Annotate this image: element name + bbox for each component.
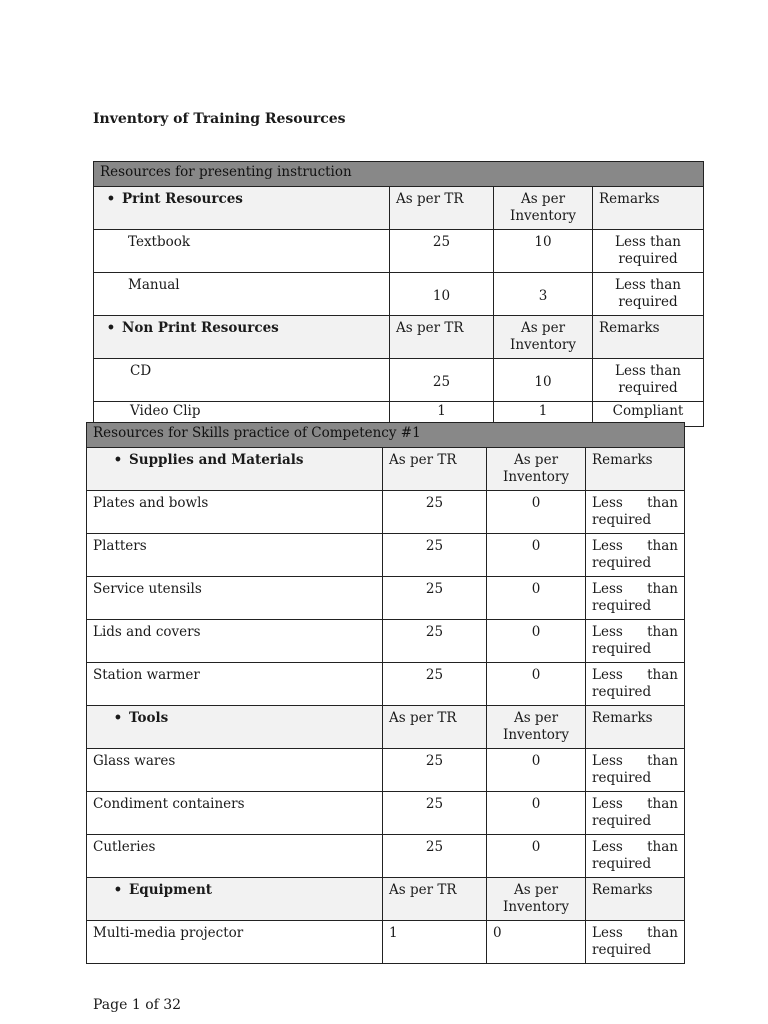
remarks-value: Less than required: [593, 273, 704, 316]
item-name: Glass wares: [87, 749, 383, 792]
table-row: [94, 359, 704, 402]
item-name: Platters: [87, 534, 383, 577]
inventory-quantity: 0: [487, 663, 586, 706]
item-name: Video Clip: [94, 402, 390, 427]
tr-quantity: 25: [383, 835, 487, 878]
remarks-value: Less than required: [586, 792, 685, 835]
section-header: Resources for presenting instruction: [94, 162, 704, 187]
group-heading-supplies-and-materials: • Supplies and Materials: [87, 448, 383, 491]
tr-quantity: 25: [383, 663, 487, 706]
table-row: [87, 663, 685, 706]
item-name: Service utensils: [87, 577, 383, 620]
table-row: [87, 577, 685, 620]
inventory-quantity: 0: [487, 749, 586, 792]
column-header-remarks: Remarks: [586, 878, 685, 921]
table-row: [87, 491, 685, 534]
remarks-value: Less than required: [593, 230, 704, 273]
column-header-as-per-tr: As per TR: [383, 706, 487, 749]
table-row: [87, 749, 685, 792]
remarks-value: Less than required: [586, 835, 685, 878]
item-name: Lids and covers: [87, 620, 383, 663]
tr-quantity: 25: [383, 577, 487, 620]
tr-quantity: 25: [383, 792, 487, 835]
tr-quantity: 25: [383, 620, 487, 663]
remarks-value: Less than required: [586, 620, 685, 663]
column-header-as-per-tr: As per TR: [383, 448, 487, 491]
remarks-value: Less than required: [593, 359, 704, 402]
group-heading-print-resources: • Print Resources: [94, 187, 390, 230]
inventory-quantity: 1: [494, 402, 593, 427]
table-row: [94, 273, 704, 316]
document-title: Inventory of Training Resources: [93, 111, 346, 127]
item-name: Manual: [94, 273, 390, 316]
inventory-quantity: 10: [494, 230, 593, 273]
remarks-value: Less than required: [586, 534, 685, 577]
inventory-quantity: 0: [487, 835, 586, 878]
remarks-value: Less than required: [586, 663, 685, 706]
inventory-quantity: 0: [487, 577, 586, 620]
inventory-quantity: 0: [487, 792, 586, 835]
tr-quantity: 25: [390, 230, 494, 273]
group-heading-equipment: • Equipment: [87, 878, 383, 921]
table-row: [87, 921, 685, 964]
remarks-value: Less than required: [586, 577, 685, 620]
column-header-remarks: Remarks: [586, 706, 685, 749]
item-name: Cutleries: [87, 835, 383, 878]
remarks-value: Less than required: [586, 921, 685, 964]
column-header-as-per-inventory: As per Inventory: [487, 706, 586, 749]
column-header-as-per-tr: As per TR: [390, 316, 494, 359]
item-name: Plates and bowls: [87, 491, 383, 534]
column-header-as-per-tr: As per TR: [383, 878, 487, 921]
remarks-value: Less than required: [586, 749, 685, 792]
column-header-as-per-inventory: As per Inventory: [494, 187, 593, 230]
column-header-as-per-tr: As per TR: [390, 187, 494, 230]
column-header-as-per-inventory: As per Inventory: [487, 448, 586, 491]
inventory-quantity: 0: [487, 620, 586, 663]
item-name: CD: [94, 359, 390, 402]
skills-practice-table: [86, 422, 685, 964]
table-row: [87, 792, 685, 835]
tr-quantity: 25: [390, 359, 494, 402]
inventory-quantity: 10: [494, 359, 593, 402]
column-header-remarks: Remarks: [586, 448, 685, 491]
group-heading-tools: • Tools: [87, 706, 383, 749]
tr-quantity: 1: [383, 921, 487, 964]
column-header-as-per-inventory: As per Inventory: [494, 316, 593, 359]
group-heading-non-print-resources: • Non Print Resources: [94, 316, 390, 359]
tr-quantity: 25: [383, 749, 487, 792]
table-row: [87, 835, 685, 878]
remarks-value: Compliant: [593, 402, 704, 427]
inventory-quantity: 3: [494, 273, 593, 316]
column-header-as-per-inventory: As per Inventory: [487, 878, 586, 921]
table-row: [87, 534, 685, 577]
item-name: Condiment containers: [87, 792, 383, 835]
item-name: Textbook: [94, 230, 390, 273]
section-header: Resources for Skills practice of Competency #1: [87, 423, 685, 448]
presenting-instruction-table: [93, 161, 704, 427]
tr-quantity: 1: [390, 402, 494, 427]
remarks-value: Less than required: [586, 491, 685, 534]
inventory-quantity: 0: [487, 491, 586, 534]
item-name: Station warmer: [87, 663, 383, 706]
item-name: Multi-media projector: [87, 921, 383, 964]
table-row: [87, 620, 685, 663]
tr-quantity: 10: [390, 273, 494, 316]
tr-quantity: 25: [383, 491, 487, 534]
inventory-quantity: 0: [487, 921, 586, 964]
page-number: Page 1 of 32: [93, 997, 182, 1013]
tr-quantity: 25: [383, 534, 487, 577]
inventory-quantity: 0: [487, 534, 586, 577]
column-header-remarks: Remarks: [593, 316, 704, 359]
column-header-remarks: Remarks: [593, 187, 704, 230]
table-row: [94, 230, 704, 273]
